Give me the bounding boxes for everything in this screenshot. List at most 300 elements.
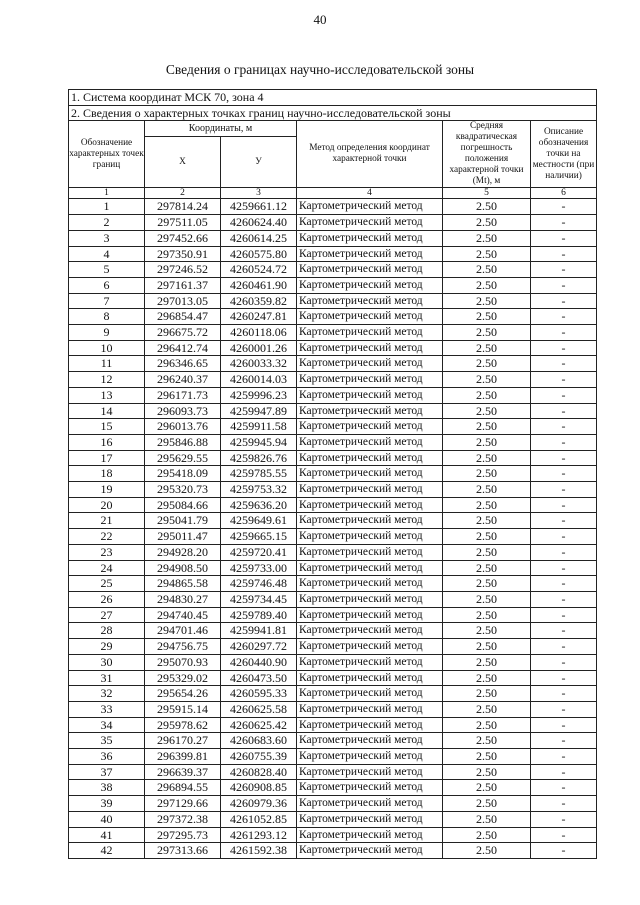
point-number-cell: 22 [69,529,145,545]
method-cell: Картометрический метод [297,701,443,717]
page-number: 40 [313,12,327,27]
error-cell: 2.50 [443,246,531,262]
method-cell: Картометрический метод [297,811,443,827]
x-coordinate-cell: 297372.38 [145,811,221,827]
x-coordinate-cell: 295011.47 [145,529,221,545]
y-coordinate-cell: 4260297.72 [221,639,297,655]
description-cell: - [531,654,597,670]
x-coordinate-cell: 297295.73 [145,827,221,843]
point-number-cell: 9 [69,325,145,341]
table-row [69,529,597,545]
y-coordinate-cell: 4260625.42 [221,717,297,733]
point-number-cell: 28 [69,623,145,639]
method-cell: Картометрический метод [297,482,443,498]
y-coordinate-cell: 4260614.25 [221,230,297,246]
description-cell: - [531,591,597,607]
description-cell: - [531,309,597,325]
point-number-cell: 27 [69,607,145,623]
y-coordinate-cell: 4259996.23 [221,387,297,403]
header-point-designation: Обозначение характерных точек границ [69,121,145,188]
x-coordinate-cell: 297161.37 [145,277,221,293]
method-cell: Картометрический метод [297,796,443,812]
table-row [69,780,597,796]
method-cell: Картометрический метод [297,529,443,545]
method-cell: Картометрический метод [297,749,443,765]
x-coordinate-cell: 297013.05 [145,293,221,309]
y-coordinate-cell: 4259661.12 [221,199,297,215]
point-number-cell: 39 [69,796,145,812]
description-cell: - [531,670,597,686]
method-cell: Картометрический метод [297,340,443,356]
table-row [69,591,597,607]
point-number-cell: 12 [69,372,145,388]
x-coordinate-cell: 297350.91 [145,246,221,262]
error-cell: 2.50 [443,717,531,733]
error-cell: 2.50 [443,670,531,686]
point-number-cell: 42 [69,843,145,859]
point-number-cell: 17 [69,450,145,466]
point-number-cell: 26 [69,591,145,607]
table-row [69,544,597,560]
table-row [69,309,597,325]
method-cell: Картометрический метод [297,607,443,623]
description-cell: - [531,199,597,215]
point-number-cell: 10 [69,340,145,356]
description-cell: - [531,230,597,246]
description-cell: - [531,387,597,403]
point-number-cell: 35 [69,733,145,749]
y-coordinate-cell: 4259826.76 [221,450,297,466]
x-coordinate-cell: 297246.52 [145,262,221,278]
x-coordinate-cell: 294830.27 [145,591,221,607]
method-cell: Картометрический метод [297,544,443,560]
description-cell: - [531,827,597,843]
x-coordinate-cell: 297511.05 [145,215,221,231]
table-row [69,513,597,529]
description-cell: - [531,749,597,765]
point-number-cell: 30 [69,654,145,670]
point-number-cell: 36 [69,749,145,765]
error-cell: 2.50 [443,513,531,529]
y-coordinate-cell: 4259753.32 [221,482,297,498]
description-cell: - [531,843,597,859]
method-cell: Картометрический метод [297,466,443,482]
x-coordinate-cell: 294928.20 [145,544,221,560]
table-row [69,356,597,372]
point-number-cell: 33 [69,701,145,717]
error-cell: 2.50 [443,576,531,592]
method-cell: Картометрический метод [297,733,443,749]
column-number: 5 [443,188,531,199]
method-cell: Картометрический метод [297,780,443,796]
table-row [69,623,597,639]
method-cell: Картометрический метод [297,277,443,293]
y-coordinate-cell: 4260247.81 [221,309,297,325]
table-row [69,796,597,812]
method-cell: Картометрический метод [297,513,443,529]
error-cell: 2.50 [443,544,531,560]
x-coordinate-cell: 296093.73 [145,403,221,419]
x-coordinate-cell: 296675.72 [145,325,221,341]
header-error: Средняя квадратическая погрешность положения характерной точки (Mt), м [443,121,531,188]
point-number-cell: 1 [69,199,145,215]
error-cell: 2.50 [443,325,531,341]
description-cell: - [531,764,597,780]
y-coordinate-cell: 4260524.72 [221,262,297,278]
x-coordinate-cell: 296171.73 [145,387,221,403]
column-number: 3 [221,188,297,199]
error-cell: 2.50 [443,215,531,231]
x-coordinate-cell: 295846.88 [145,434,221,450]
x-coordinate-cell: 295084.66 [145,497,221,513]
method-cell: Картометрический метод [297,387,443,403]
description-cell: - [531,403,597,419]
x-coordinate-cell: 297452.66 [145,230,221,246]
column-number: 2 [145,188,221,199]
point-number-cell: 34 [69,717,145,733]
description-cell: - [531,780,597,796]
method-cell: Картометрический метод [297,591,443,607]
point-number-cell: 41 [69,827,145,843]
y-coordinate-cell: 4261293.12 [221,827,297,843]
point-number-cell: 18 [69,466,145,482]
point-number-cell: 16 [69,434,145,450]
method-cell: Картометрический метод [297,686,443,702]
table-row [69,639,597,655]
error-cell: 2.50 [443,686,531,702]
table-row [69,497,597,513]
error-cell: 2.50 [443,827,531,843]
description-cell: - [531,560,597,576]
point-number-cell: 29 [69,639,145,655]
column-number: 6 [531,188,597,199]
description-cell: - [531,576,597,592]
error-cell: 2.50 [443,277,531,293]
table-row [69,560,597,576]
y-coordinate-cell: 4260908.85 [221,780,297,796]
description-cell: - [531,246,597,262]
y-coordinate-cell: 4259733.00 [221,560,297,576]
point-number-cell: 31 [69,670,145,686]
method-cell: Картометрический метод [297,372,443,388]
description-cell: - [531,623,597,639]
table-row [69,434,597,450]
error-cell: 2.50 [443,796,531,812]
y-coordinate-cell: 4260001.26 [221,340,297,356]
method-cell: Картометрический метод [297,670,443,686]
method-cell: Картометрический метод [297,262,443,278]
description-cell: - [531,419,597,435]
table-row [69,372,597,388]
method-cell: Картометрический метод [297,717,443,733]
description-cell: - [531,733,597,749]
x-coordinate-cell: 295654.26 [145,686,221,702]
x-coordinate-cell: 295915.14 [145,701,221,717]
method-cell: Картометрический метод [297,356,443,372]
point-number-cell: 25 [69,576,145,592]
description-cell: - [531,450,597,466]
x-coordinate-cell: 296240.37 [145,372,221,388]
y-coordinate-cell: 4260625.58 [221,701,297,717]
y-coordinate-cell: 4259746.48 [221,576,297,592]
point-number-cell: 23 [69,544,145,560]
y-coordinate-cell: 4259665.15 [221,529,297,545]
description-cell: - [531,293,597,309]
table-row [69,843,597,859]
description-cell: - [531,811,597,827]
y-coordinate-cell: 4259720.41 [221,544,297,560]
table-row [69,387,597,403]
x-coordinate-cell: 295629.55 [145,450,221,466]
method-cell: Картометрический метод [297,309,443,325]
x-coordinate-cell: 294865.58 [145,576,221,592]
y-coordinate-cell: 4259734.45 [221,591,297,607]
x-coordinate-cell: 295041.79 [145,513,221,529]
y-coordinate-cell: 4260440.90 [221,654,297,670]
y-coordinate-cell: 4260755.39 [221,749,297,765]
error-cell: 2.50 [443,230,531,246]
x-coordinate-cell: 294740.45 [145,607,221,623]
table-row [69,749,597,765]
points-section-row: 2. Сведения о характерных точках границ научно-исследовательской зоны [69,105,597,121]
error-cell: 2.50 [443,591,531,607]
y-coordinate-cell: 4260473.50 [221,670,297,686]
table-row [69,607,597,623]
y-coordinate-cell: 4260118.06 [221,325,297,341]
error-cell: 2.50 [443,262,531,278]
method-cell: Картометрический метод [297,654,443,670]
y-coordinate-cell: 4259941.81 [221,623,297,639]
header-description: Описание обозначения точки на местности (при наличии) [531,121,597,188]
error-cell: 2.50 [443,560,531,576]
description-cell: - [531,639,597,655]
description-cell: - [531,497,597,513]
y-coordinate-cell: 4260014.03 [221,372,297,388]
error-cell: 2.50 [443,309,531,325]
y-coordinate-cell: 4260828.40 [221,764,297,780]
method-cell: Картометрический метод [297,764,443,780]
error-cell: 2.50 [443,372,531,388]
y-coordinate-cell: 4260683.60 [221,733,297,749]
y-coordinate-cell: 4261592.38 [221,843,297,859]
y-coordinate-cell: 4259947.89 [221,403,297,419]
y-coordinate-cell: 4259789.40 [221,607,297,623]
method-cell: Картометрический метод [297,497,443,513]
table-row [69,450,597,466]
error-cell: 2.50 [443,419,531,435]
x-coordinate-cell: 295070.93 [145,654,221,670]
error-cell: 2.50 [443,639,531,655]
description-cell: - [531,277,597,293]
y-coordinate-cell: 4259636.20 [221,497,297,513]
method-cell: Картометрический метод [297,403,443,419]
description-cell: - [531,717,597,733]
point-number-cell: 4 [69,246,145,262]
y-coordinate-cell: 4259945.94 [221,434,297,450]
column-number: 1 [69,188,145,199]
error-cell: 2.50 [443,733,531,749]
column-number-row [69,188,597,199]
x-coordinate-cell: 295978.62 [145,717,221,733]
point-number-cell: 5 [69,262,145,278]
boundary-points-table [68,89,597,859]
method-cell: Картометрический метод [297,419,443,435]
point-number-cell: 3 [69,230,145,246]
method-cell: Картометрический метод [297,560,443,576]
table-row [69,293,597,309]
table-row [69,701,597,717]
y-coordinate-cell: 4259649.61 [221,513,297,529]
description-cell: - [531,466,597,482]
description-cell: - [531,356,597,372]
method-cell: Картометрический метод [297,623,443,639]
description-cell: - [531,607,597,623]
y-coordinate-cell: 4260359.82 [221,293,297,309]
error-cell: 2.50 [443,293,531,309]
header-y: У [221,137,297,188]
description-cell: - [531,686,597,702]
method-cell: Картометрический метод [297,246,443,262]
error-cell: 2.50 [443,764,531,780]
table-row [69,230,597,246]
error-cell: 2.50 [443,450,531,466]
x-coordinate-cell: 297129.66 [145,796,221,812]
error-cell: 2.50 [443,529,531,545]
error-cell: 2.50 [443,843,531,859]
description-cell: - [531,340,597,356]
y-coordinate-cell: 4259911.58 [221,419,297,435]
x-coordinate-cell: 294701.46 [145,623,221,639]
description-cell: - [531,325,597,341]
error-cell: 2.50 [443,403,531,419]
x-coordinate-cell: 294908.50 [145,560,221,576]
x-coordinate-cell: 296412.74 [145,340,221,356]
y-coordinate-cell: 4260595.33 [221,686,297,702]
description-cell: - [531,215,597,231]
point-number-cell: 15 [69,419,145,435]
point-number-cell: 2 [69,215,145,231]
header-method: Метод определения координат характерной точки [297,121,443,188]
point-number-cell: 24 [69,560,145,576]
table-row [69,482,597,498]
error-cell: 2.50 [443,701,531,717]
error-cell: 2.50 [443,749,531,765]
x-coordinate-cell: 295320.73 [145,482,221,498]
error-cell: 2.50 [443,607,531,623]
table-row [69,262,597,278]
description-cell: - [531,372,597,388]
point-number-cell: 14 [69,403,145,419]
y-coordinate-cell: 4260624.40 [221,215,297,231]
document-title: Сведения о границах научно-исследовательской зоны [165,62,475,77]
point-number-cell: 21 [69,513,145,529]
table-row [69,576,597,592]
table-row [69,686,597,702]
point-number-cell: 37 [69,764,145,780]
error-cell: 2.50 [443,340,531,356]
header-coordinates: Координаты, м [145,121,297,137]
point-number-cell: 7 [69,293,145,309]
table-row [69,215,597,231]
method-cell: Картометрический метод [297,325,443,341]
error-cell: 2.50 [443,387,531,403]
y-coordinate-cell: 4261052.85 [221,811,297,827]
point-number-cell: 8 [69,309,145,325]
description-cell: - [531,544,597,560]
coordinate-system-row: 1. Система координат МСК 70, зона 4 [69,90,597,106]
x-coordinate-cell: 296170.27 [145,733,221,749]
table-row [69,277,597,293]
table-row [69,811,597,827]
x-coordinate-cell: 295329.02 [145,670,221,686]
table-row [69,199,597,215]
table-row [69,654,597,670]
description-cell: - [531,262,597,278]
method-cell: Картометрический метод [297,199,443,215]
description-cell: - [531,701,597,717]
method-cell: Картометрический метод [297,434,443,450]
error-cell: 2.50 [443,199,531,215]
y-coordinate-cell: 4260575.80 [221,246,297,262]
table-row [69,340,597,356]
error-cell: 2.50 [443,811,531,827]
point-number-cell: 19 [69,482,145,498]
method-cell: Картометрический метод [297,576,443,592]
error-cell: 2.50 [443,434,531,450]
method-cell: Картометрический метод [297,293,443,309]
x-coordinate-cell: 296399.81 [145,749,221,765]
table-row [69,403,597,419]
x-coordinate-cell: 297814.24 [145,199,221,215]
y-coordinate-cell: 4260461.90 [221,277,297,293]
method-cell: Картометрический метод [297,230,443,246]
x-coordinate-cell: 296854.47 [145,309,221,325]
error-cell: 2.50 [443,356,531,372]
description-cell: - [531,482,597,498]
x-coordinate-cell: 294756.75 [145,639,221,655]
description-cell: - [531,513,597,529]
header-x: X [145,137,221,188]
table-row [69,466,597,482]
error-cell: 2.50 [443,466,531,482]
table-row [69,764,597,780]
table-row [69,717,597,733]
table-row [69,733,597,749]
error-cell: 2.50 [443,482,531,498]
y-coordinate-cell: 4259785.55 [221,466,297,482]
point-number-cell: 40 [69,811,145,827]
method-cell: Картометрический метод [297,639,443,655]
table-row [69,325,597,341]
y-coordinate-cell: 4260033.32 [221,356,297,372]
table-row [69,827,597,843]
error-cell: 2.50 [443,780,531,796]
table-row [69,246,597,262]
column-number: 4 [297,188,443,199]
y-coordinate-cell: 4260979.36 [221,796,297,812]
x-coordinate-cell: 296346.65 [145,356,221,372]
description-cell: - [531,529,597,545]
method-cell: Картометрический метод [297,827,443,843]
x-coordinate-cell: 297313.66 [145,843,221,859]
method-cell: Картометрический метод [297,450,443,466]
method-cell: Картометрический метод [297,843,443,859]
point-number-cell: 20 [69,497,145,513]
error-cell: 2.50 [443,623,531,639]
point-number-cell: 6 [69,277,145,293]
table-row [69,670,597,686]
x-coordinate-cell: 296013.76 [145,419,221,435]
